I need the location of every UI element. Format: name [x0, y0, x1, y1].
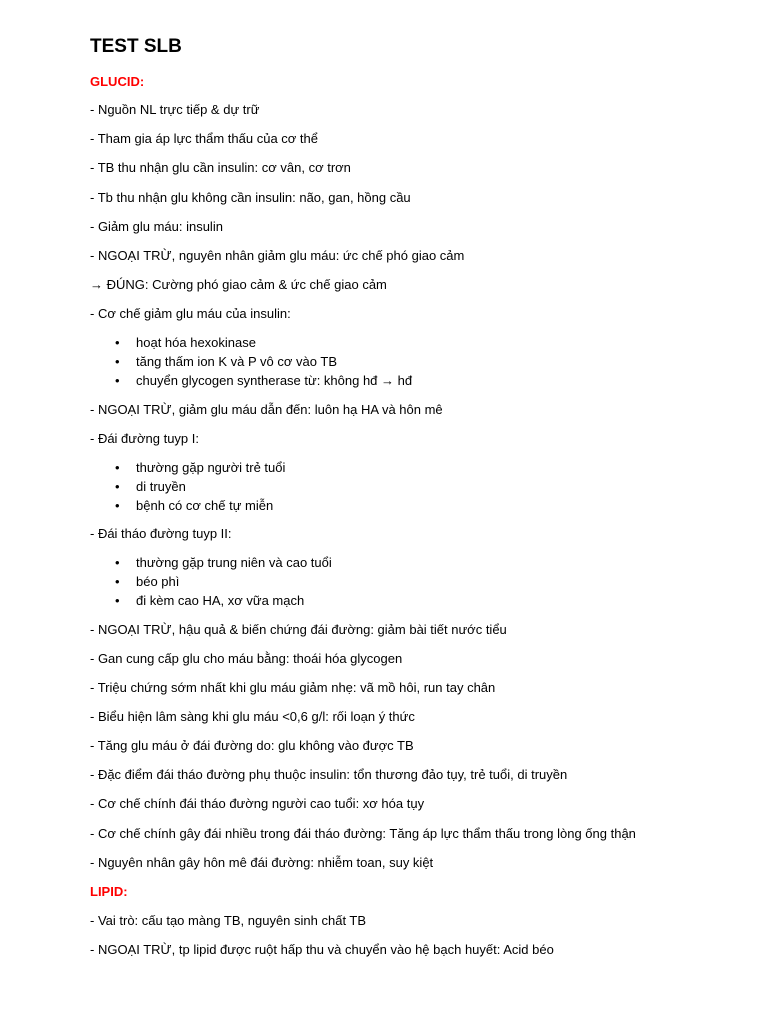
text-line: - TB thu nhận glu cần insulin: cơ vân, cơ trơn	[90, 160, 351, 175]
text-line: - Đặc điểm đái tháo đường phụ thuộc insulin: tổn thương đảo tụy, trẻ tuổi, di truyền	[90, 767, 568, 782]
bullet-list-type2	[115, 554, 332, 611]
text-line: - NGOẠI TRỪ, tp lipid được ruột hấp thu và chuyển vào hệ bạch huyết: Acid béo	[90, 942, 554, 957]
text-line: - Nguồn NL trực tiếp & dự trữ	[90, 102, 260, 117]
page-title: TEST SLB	[90, 36, 182, 57]
list-item: • thường gặp trung niên và cao tuổi	[115, 554, 332, 573]
text-line: - Đái đường tuyp I:	[90, 431, 199, 446]
text-line: - Biểu hiện lâm sàng khi glu máu <0,6 g/l: rối loạn ý thức	[90, 709, 415, 724]
list-item: • béo phì	[115, 573, 332, 592]
text-line: - Cơ chế giảm glu máu của insulin:	[90, 306, 291, 321]
text-line: - Triệu chứng sớm nhất khi glu máu giảm nhẹ: vã mồ hôi, run tay chân	[90, 680, 496, 695]
text-line: - Cơ chế chính gây đái nhiều trong đái tháo đường: Tăng áp lực thẩm thấu trong lòng ống thận	[90, 826, 636, 841]
section-heading-lipid: LIPID:	[90, 884, 128, 899]
list-item: • đi kèm cao HA, xơ vữa mạch	[115, 592, 332, 611]
text-line: - Đái tháo đường tuyp II:	[90, 526, 232, 541]
text-line: - NGOẠI TRỪ, giảm glu máu dẫn đến: luôn hạ HA và hôn mê	[90, 402, 443, 417]
text-line: - NGOẠI TRỪ, hậu quả & biến chứng đái đường: giảm bài tiết nước tiểu	[90, 622, 507, 637]
text-line: - Nguyên nhân gây hôn mê đái đường: nhiễm toan, suy kiệt	[90, 855, 434, 870]
text-line: - Gan cung cấp glu cho máu bằng: thoái hóa glycogen	[90, 651, 403, 666]
text-line: - Cơ chế chính đái tháo đường người cao tuổi: xơ hóa tụy	[90, 796, 425, 811]
text-line: - Tăng glu máu ở đái đường do: glu không vào được TB	[90, 738, 414, 753]
text-line: - NGOẠI TRỪ, nguyên nhân giảm glu máu: ức chế phó giao cảm	[90, 248, 465, 263]
bullet-list-insulin	[115, 334, 412, 391]
text-line: - Giảm glu máu: insulin	[90, 219, 223, 234]
text-line: → ĐÚNG: Cường phó giao cảm & ức chế giao cảm	[90, 277, 387, 292]
text-line: - Tham gia áp lực thẩm thấu của cơ thể	[90, 131, 318, 146]
list-item: • tăng thấm ion K và P vô cơ vào TB	[115, 353, 412, 372]
bullet-list-type1	[115, 459, 285, 516]
list-item: • di truyền	[115, 478, 285, 497]
list-item: • hoạt hóa hexokinase	[115, 334, 412, 353]
list-item: • thường gặp người trẻ tuổi	[115, 459, 285, 478]
text-line: - Vai trò: cấu tạo màng TB, nguyên sinh chất TB	[90, 913, 367, 928]
text-line: - Tb thu nhận glu không cần insulin: não, gan, hồng cầu	[90, 190, 411, 205]
list-item: • chuyển glycogen syntherase từ: không hđ → hđ	[115, 372, 412, 391]
section-heading-glucid: GLUCID:	[90, 74, 145, 89]
list-item: • bệnh có cơ chế tự miễn	[115, 497, 285, 516]
